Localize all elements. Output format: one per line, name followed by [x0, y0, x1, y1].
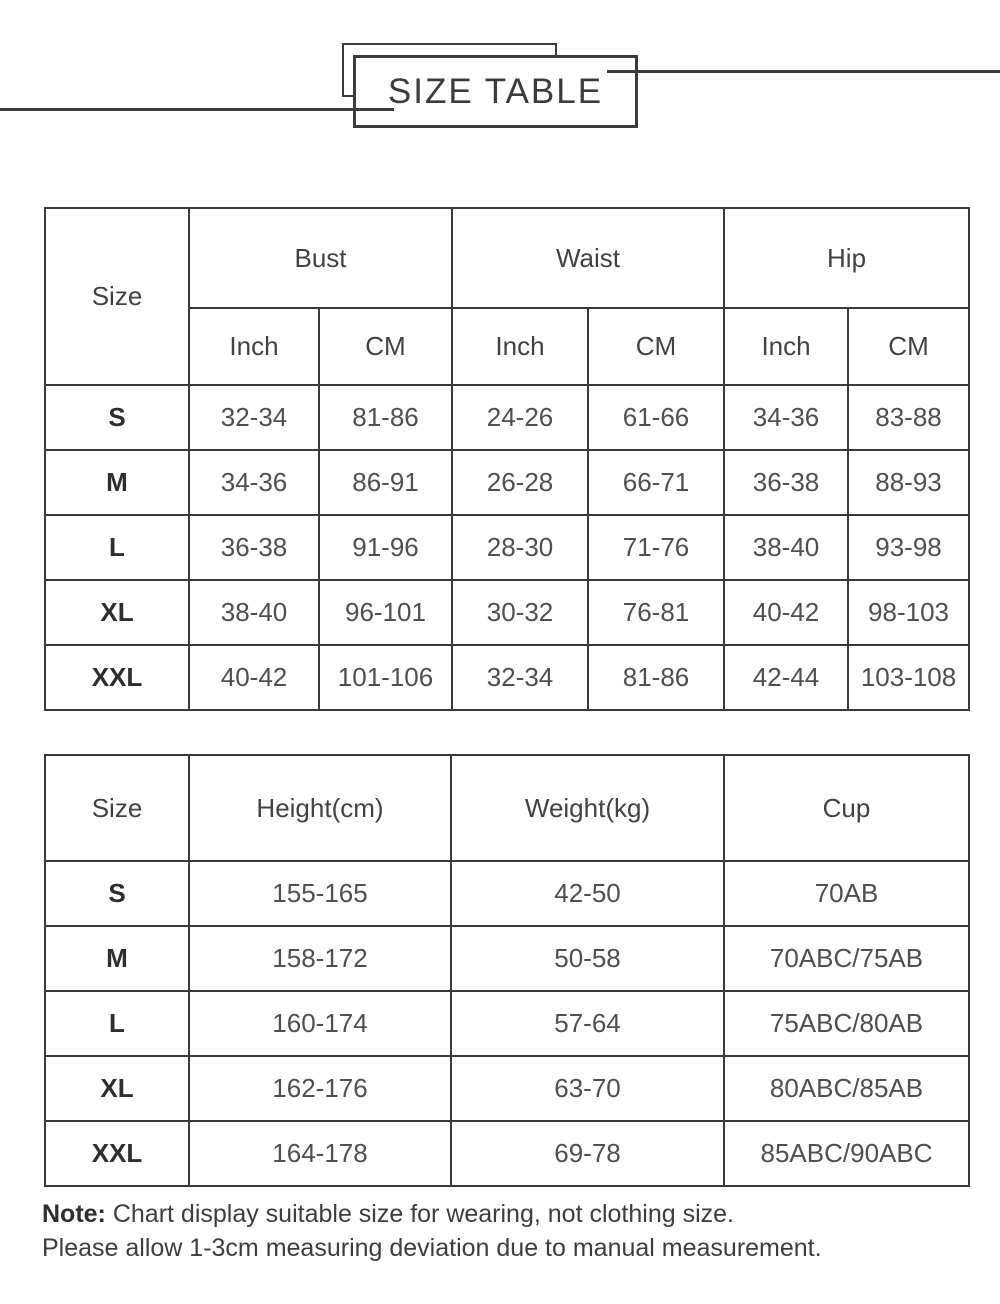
value-cell: 96-101 [319, 580, 452, 645]
size-cell: XL [45, 580, 189, 645]
value-cell: 86-91 [319, 450, 452, 515]
value-cell: 70ABC/75AB [724, 926, 969, 991]
value-cell: 71-76 [588, 515, 724, 580]
value-cell: 34-36 [724, 385, 848, 450]
bust-cm-header: CM [319, 308, 452, 385]
value-cell: 103-108 [848, 645, 969, 710]
value-cell: 32-34 [452, 645, 588, 710]
value-cell: 42-50 [451, 861, 724, 926]
value-cell: 80ABC/85AB [724, 1056, 969, 1121]
value-cell: 36-38 [189, 515, 319, 580]
height-column-header: Height(cm) [189, 755, 451, 861]
size-cell: XXL [45, 645, 189, 710]
size-cell: M [45, 926, 189, 991]
value-cell: 26-28 [452, 450, 588, 515]
value-cell: 28-30 [452, 515, 588, 580]
value-cell: 98-103 [848, 580, 969, 645]
value-cell: 61-66 [588, 385, 724, 450]
value-cell: 30-32 [452, 580, 588, 645]
table-row [45, 385, 969, 450]
size-cell: L [45, 991, 189, 1056]
value-cell: 66-71 [588, 450, 724, 515]
value-cell: 36-38 [724, 450, 848, 515]
size-column-header: Size [45, 755, 189, 861]
bust-inch-header: Inch [189, 308, 319, 385]
value-cell: 40-42 [724, 580, 848, 645]
value-cell: 83-88 [848, 385, 969, 450]
value-cell: 42-44 [724, 645, 848, 710]
value-cell: 91-96 [319, 515, 452, 580]
value-cell: 75ABC/80AB [724, 991, 969, 1056]
cup-column-header: Cup [724, 755, 969, 861]
note-line-2: Please allow 1-3cm measuring deviation due to manual measurement. [42, 1234, 822, 1262]
table-row [45, 515, 969, 580]
size-cell: XL [45, 1056, 189, 1121]
value-cell: 155-165 [189, 861, 451, 926]
value-cell: 70AB [724, 861, 969, 926]
value-cell: 160-174 [189, 991, 451, 1056]
size-cell: M [45, 450, 189, 515]
value-cell: 24-26 [452, 385, 588, 450]
value-cell: 34-36 [189, 450, 319, 515]
table-row [45, 1056, 969, 1121]
value-cell: 50-58 [451, 926, 724, 991]
table-row [45, 926, 969, 991]
value-cell: 162-176 [189, 1056, 451, 1121]
value-cell: 85ABC/90ABC [724, 1121, 969, 1186]
value-cell: 32-34 [189, 385, 319, 450]
note-line-1: Note: Chart display suitable size for wearing, not clothing size. [42, 1200, 734, 1228]
table-row [45, 861, 969, 926]
value-cell: 158-172 [189, 926, 451, 991]
value-cell: 101-106 [319, 645, 452, 710]
value-cell: 93-98 [848, 515, 969, 580]
waist-group-header: Waist [452, 208, 724, 308]
page-title [353, 55, 638, 128]
size-cell: L [45, 515, 189, 580]
table-row [45, 991, 969, 1056]
value-cell: 63-70 [451, 1056, 724, 1121]
table-row [45, 1121, 969, 1186]
value-cell: 40-42 [189, 645, 319, 710]
value-cell: 164-178 [189, 1121, 451, 1186]
size-cell: S [45, 385, 189, 450]
table1-group-header-row [45, 208, 969, 308]
size-column-header: Size [45, 208, 189, 385]
note-text [42, 1197, 982, 1265]
size-cell: XXL [45, 1121, 189, 1186]
page-title-text: SIZE TABLE [387, 71, 604, 111]
value-cell: 38-40 [189, 580, 319, 645]
height-weight-cup-table [44, 754, 970, 1187]
value-cell: 38-40 [724, 515, 848, 580]
table2-header-row [45, 755, 969, 861]
waist-inch-header: Inch [452, 308, 588, 385]
value-cell: 81-86 [319, 385, 452, 450]
table-row [45, 450, 969, 515]
value-cell: 81-86 [588, 645, 724, 710]
weight-column-header: Weight(kg) [451, 755, 724, 861]
note-label: Note: [42, 1200, 106, 1228]
value-cell: 69-78 [451, 1121, 724, 1186]
bust-waist-hip-table [44, 207, 970, 711]
bust-group-header: Bust [189, 208, 452, 308]
table-row [45, 645, 969, 710]
hip-inch-header: Inch [724, 308, 848, 385]
right-rule-line [607, 70, 1000, 73]
hip-group-header: Hip [724, 208, 969, 308]
value-cell: 88-93 [848, 450, 969, 515]
value-cell: 76-81 [588, 580, 724, 645]
hip-cm-header: CM [848, 308, 969, 385]
size-cell: S [45, 861, 189, 926]
table-row [45, 580, 969, 645]
waist-cm-header: CM [588, 308, 724, 385]
left-rule-line [0, 108, 394, 111]
value-cell: 57-64 [451, 991, 724, 1056]
